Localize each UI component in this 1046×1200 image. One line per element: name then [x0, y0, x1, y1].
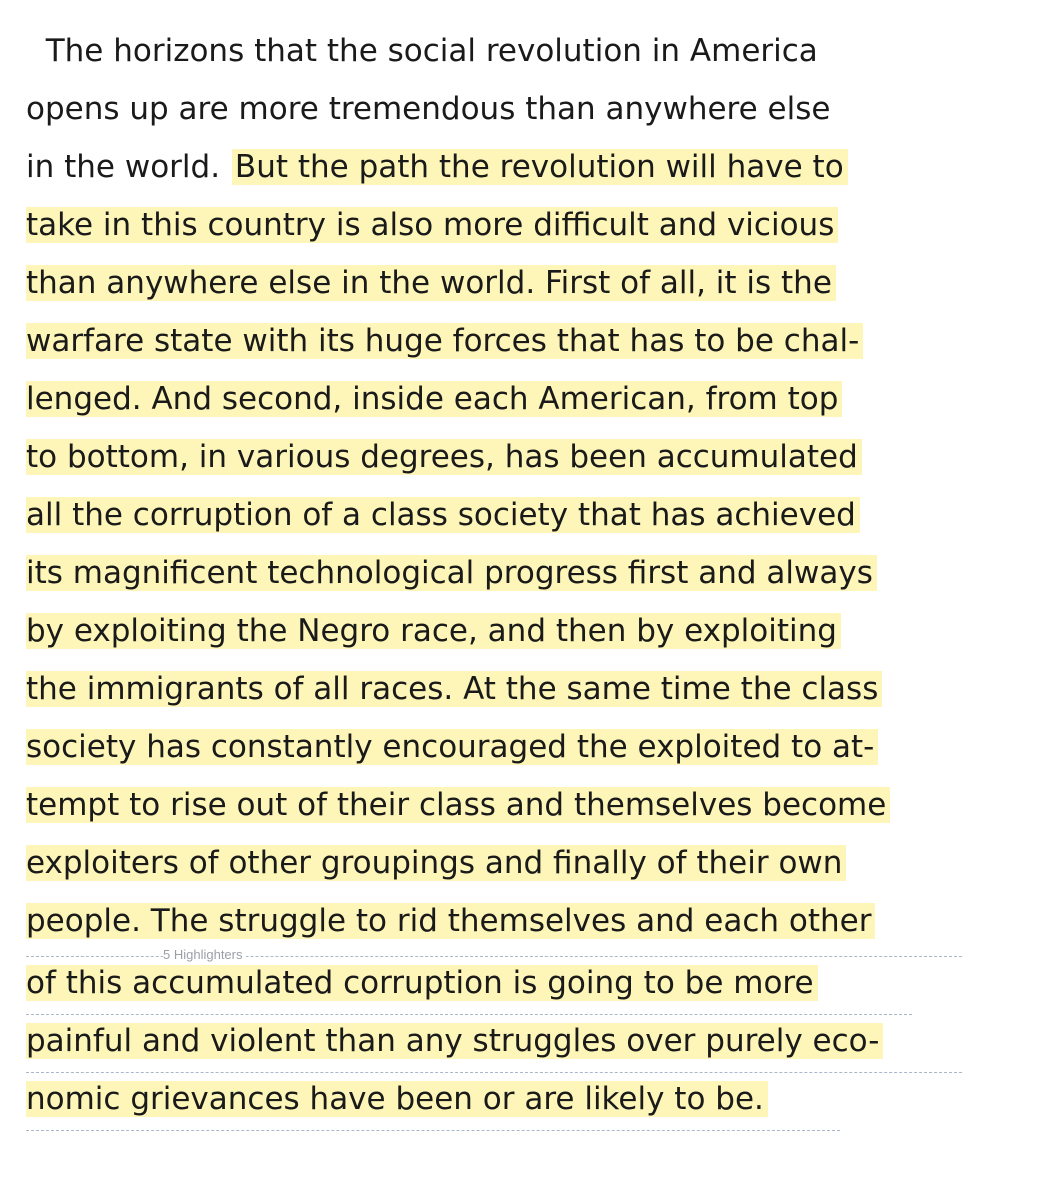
highlight-span[interactable]: all the corruption of a class society that has achieved	[26, 497, 860, 533]
highlight-span[interactable]: But the path the revolution will have to	[232, 149, 848, 185]
highlight-span[interactable]: lenged. And second, inside each American, from top	[26, 381, 842, 417]
line-text: The horizons that the social revolution in America	[26, 33, 818, 69]
text-line-17	[26, 954, 818, 1012]
highlight-span[interactable]: painful and violent than any struggles over purely eco-	[26, 1023, 883, 1059]
highlight-span[interactable]: take in this country is also more difficult and vicious	[26, 207, 838, 243]
popular-highlight-label[interactable]: 5 Highlighters	[163, 948, 246, 962]
text-line-4	[26, 196, 838, 254]
text-line-15	[26, 834, 846, 892]
text-line-9	[26, 486, 860, 544]
highlight-span[interactable]: than anywhere else in the world. First of all, it is the	[26, 265, 836, 301]
highlight-span[interactable]: nomic grievances have been or are likely to be.	[26, 1081, 768, 1117]
text-line-16	[26, 892, 875, 950]
highlight-span[interactable]: tempt to rise out of their class and themselves become	[26, 787, 890, 823]
text-line-13	[26, 718, 878, 776]
popular-highlight-underline[interactable]	[26, 1014, 912, 1015]
text-line-1	[26, 22, 818, 80]
line-text: opens up are more tremendous than anywhere else	[26, 91, 831, 127]
text-line-3	[26, 138, 848, 196]
text-line-14	[26, 776, 890, 834]
highlight-span[interactable]: to bottom, in various degrees, has been accumulated	[26, 439, 862, 475]
highlight-span[interactable]: by exploiting the Negro race, and then by exploiting	[26, 613, 841, 649]
text-line-10	[26, 544, 877, 602]
highlight-span[interactable]: people. The struggle to rid themselves and each other	[26, 903, 875, 939]
line-text: in the world.	[26, 149, 230, 185]
text-line-18	[26, 1012, 883, 1070]
highlight-span[interactable]: warfare state with its huge forces that has to be chal-	[26, 323, 863, 359]
highlight-span[interactable]: its magnificent technological progress first and always	[26, 555, 877, 591]
text-line-11	[26, 602, 841, 660]
popular-highlight-underline[interactable]	[26, 1072, 962, 1073]
text-line-6	[26, 312, 863, 370]
highlight-span[interactable]: exploiters of other groupings and finally of their own	[26, 845, 846, 881]
highlight-span[interactable]: the immigrants of all races. At the same time the class	[26, 671, 882, 707]
text-line-7	[26, 370, 842, 428]
text-line-5	[26, 254, 836, 312]
popular-highlight-underline[interactable]	[26, 1130, 840, 1131]
highlight-span[interactable]: society has constantly encouraged the exploited to at-	[26, 729, 878, 765]
text-line-8	[26, 428, 862, 486]
text-line-19	[26, 1070, 768, 1128]
text-line-12	[26, 660, 882, 718]
highlight-span[interactable]: of this accumulated corruption is going to be more	[26, 965, 818, 1001]
text-line-2	[26, 80, 830, 138]
